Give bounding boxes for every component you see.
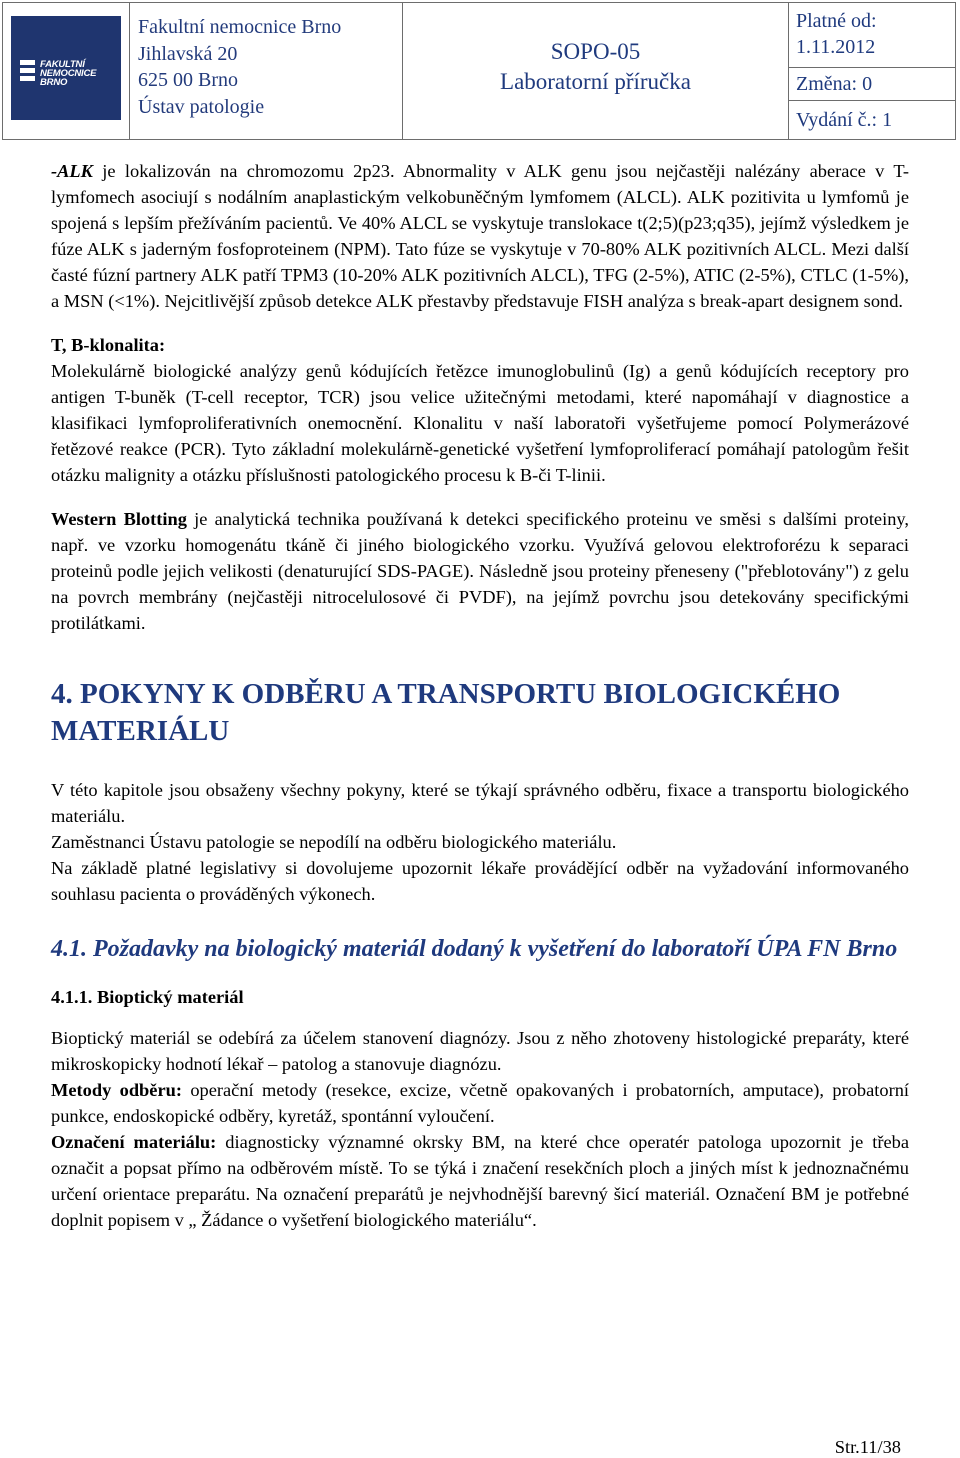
logo-line: FAKULTNÍ bbox=[40, 59, 85, 70]
wb-paragraph bbox=[51, 506, 909, 636]
intro-paragraph-3: Na základě platné legislativy si dovolujeme upozornit lékaře provádějící odběr na vyžadování informovaného souhlasu pacienta o prováděných výkonech. bbox=[51, 858, 909, 904]
marking-text: diagnosticky významné okrsky BM, na které chce operatér patologa upozornit je třeba označit a popsat přímo na odběrovém místě. To se týká i značení resekčních ploch a jiných míst k jednoznačnému určení orientace preparátu. Na označení preparátů je nejvhodnější barevný šicí materiál. Označení BM je potřebné doplnit popisem v „ Žádance o vyšetření biologického materiálu“. bbox=[51, 1132, 910, 1230]
change-number: Změna: 0 bbox=[789, 68, 955, 101]
org-department: Ústav patologie bbox=[138, 95, 265, 118]
alk-lead: -ALK bbox=[51, 161, 93, 181]
org-city: 625 00 Brno bbox=[138, 69, 238, 91]
hospital-logo bbox=[11, 16, 121, 120]
methods-text: operační metody (resekce, excize, včetně opakovaných i probatorních, amputace), probatorní punkce, endoskopické odběry, kyretáž, spontánní vyloučení. bbox=[51, 1080, 909, 1126]
org-street: Jihlavská 20 bbox=[138, 42, 238, 65]
methods-paragraph bbox=[51, 1077, 909, 1129]
page-number: Str.11/38 bbox=[834, 1437, 901, 1457]
logo-cell bbox=[3, 3, 130, 140]
logo-line: BRNO bbox=[40, 77, 68, 88]
title-cell bbox=[403, 3, 789, 140]
tb-paragraph: Molekulárně biologické analýzy genů kódujících řetězce imunoglobulinů (Ig) a genů kódujících receptory pro antigen T-buněk (T-cell receptor, TCR) jsou velice užitečnými metodami, které napomáhají v diagnostice a klasifikaci lymfoproliferativních onemocnění. Klonalitu v naší laboratoři vyšetřujeme pomocí Polymerázové řetězové reakce (PCR). Tyto základní molekulárně-genetické vyšetření lymfoproliferací pomáhají patologům řešit otázku malignity a otázku příslušnosti patologického procesu k B-či T-linii. bbox=[51, 361, 909, 485]
bioptic-paragraph: Bioptický materiál se odebírá za účelem stanovení diagnózy. Jsou z něho zhotoveny histologické preparáty, které mikroskopicky hodnotí lékař – patolog a stanovuje diagnózu. bbox=[51, 1028, 909, 1074]
wb-lead: Western Blotting bbox=[51, 509, 187, 529]
org-name: Fakultní nemocnice Brno bbox=[138, 16, 342, 38]
wb-text: je analytická technika používaná k detekci specifického proteinu ve směsi s dalšími proteiny, např. ve vzorku homogenátu tkáně či jiného biologického vzorku. Využívá gelovou elektroforézu k separaci proteinů podle jejich velikosti (denaturující SDS-PAGE). Následně jsou proteiny přeneseny ("přeblotovány") z gelu na povrch membrány (nejčastěji nitrocelulosové či PVDF), na jejímž povrchu jsou detekovány specifickými protilátkami. bbox=[51, 509, 910, 633]
valid-from-date: 1.11.2012 bbox=[796, 36, 876, 58]
alk-text: je lokalizován na chromozomu 2p23. Abnormality v ALK genu jsou nejčastěji nalézány aberace v T-lymfomech asociují s nodálním anaplastickým velkobuněčným lymfomem (ALCL). ALK pozitivita u lymfomů je spojená s lepším přežíváním pacientů. Ve 40% ALCL se vyskytuje translokace t(2;5)(p23;q35), jejímž výsledkem je fúze ALK s jaderným fosfoproteinem (NPM). Tato fúze se vyskytuje v 70-80% ALK pozitivních ALCL. Mezi další časté fúzní partnery ALK patří TPM3 (10-20% ALK pozitivních ALCL), TFG (2-5%), ATIC (2-5%), CTLC (1-5%), a MSN (<1%). Nejcitlivější způsob detekce ALK přestavby představuje FISH analýza s break-apart designem sond. bbox=[51, 161, 909, 311]
meta-cell bbox=[789, 3, 956, 140]
logo-text bbox=[40, 60, 96, 87]
marking-paragraph bbox=[51, 1129, 909, 1233]
intro-paragraph-2: Zaměstnanci Ústavu patologie se nepodílí na odběru biologického materiálu. bbox=[51, 832, 617, 852]
doc-title: Laboratorní příručka bbox=[500, 69, 691, 94]
tb-heading-text: T, B-klonalita: bbox=[51, 335, 166, 355]
tb-heading bbox=[51, 332, 909, 358]
section-4-1-heading: 4.1. Požadavky na biologický materiál dodaný k vyšetření do laboratoří ÚPA FN Brno bbox=[51, 936, 898, 962]
valid-from bbox=[789, 3, 955, 68]
valid-from-label: Platné od: bbox=[796, 10, 877, 32]
doc-code: SOPO-05 bbox=[550, 39, 641, 64]
meta-table bbox=[789, 3, 955, 139]
organization-cell bbox=[130, 3, 403, 140]
page-content bbox=[51, 158, 909, 1233]
section-4-heading: 4. POKYNY K ODBĚRU A TRANSPORTU BIOLOGICKÉHO MATERIÁLU bbox=[51, 678, 841, 747]
logo-line: NEMOCNICE bbox=[40, 68, 97, 79]
issue-number: Vydání č.: 1 bbox=[796, 108, 893, 131]
intro-paragraph-1: V této kapitole jsou obsaženy všechny pokyny, které se týkají správného odběru, fixace a transportu biologického materiálu. bbox=[51, 780, 909, 826]
document-header bbox=[2, 2, 956, 140]
marking-lead: Označení materiálu: bbox=[51, 1132, 217, 1152]
alk-paragraph bbox=[51, 158, 909, 314]
methods-lead: Metody odběru: bbox=[51, 1080, 182, 1100]
section-4-1-1-heading: 4.1.1. Bioptický materiál bbox=[51, 987, 244, 1007]
